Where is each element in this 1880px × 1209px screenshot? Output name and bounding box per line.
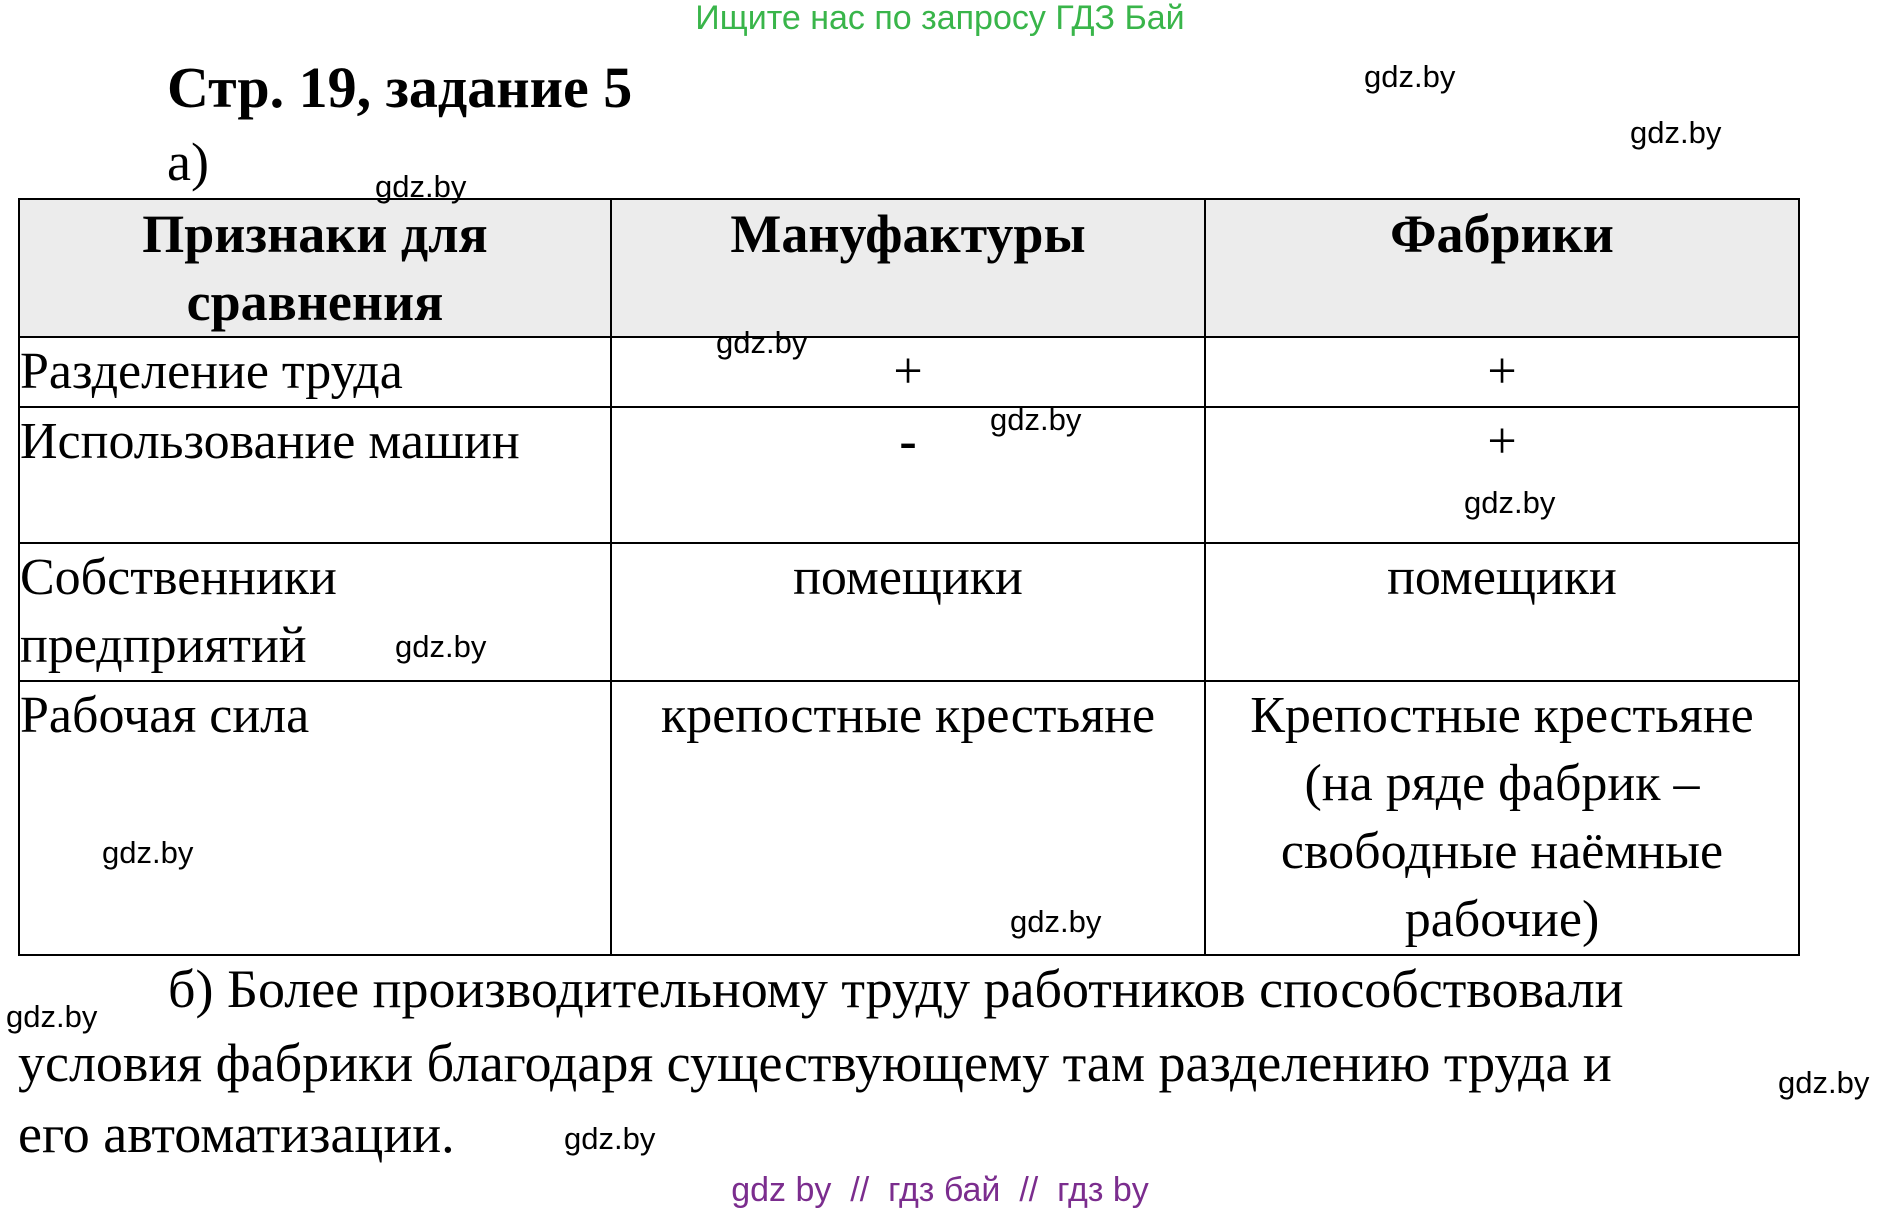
row-feature: Рабочая сила <box>19 681 611 955</box>
table-row <box>19 681 1799 955</box>
table-header-row <box>19 199 1799 337</box>
search-banner: Ищите нас по запросу ГДЗ Бай <box>695 0 1185 37</box>
watermark: gdz.by <box>375 169 467 204</box>
table-row <box>19 407 1799 543</box>
row-manufactory-value: - <box>611 407 1205 543</box>
watermark: gdz.by <box>990 402 1082 437</box>
table-row <box>19 337 1799 407</box>
row-feature: Собственники предприятий <box>19 543 611 681</box>
row-factory-value: + <box>1205 407 1799 543</box>
row-manufactory-value: крепостные крестьяне <box>611 681 1205 955</box>
watermark: gdz.by <box>1010 904 1102 939</box>
answer-b-line-2: условия фабрики благодаря существующему там разделению труда и <box>18 1033 1612 1093</box>
table-row <box>19 543 1799 681</box>
watermark: gdz.by <box>716 325 808 360</box>
watermark: gdz.by <box>1464 485 1556 520</box>
answer-b-line-3: его автоматизации. <box>18 1104 455 1164</box>
row-factory-value: помещики <box>1205 543 1799 681</box>
watermark: gdz.by <box>1778 1065 1870 1100</box>
row-feature: Использование машин <box>19 407 611 543</box>
row-factory-value: Крепостные крестьяне (на ряде фабрик – свободные наёмные рабочие) <box>1205 681 1799 955</box>
comparison-table <box>18 198 1800 956</box>
row-feature: Разделение труда <box>19 337 611 407</box>
watermark: gdz.by <box>395 629 487 664</box>
row-factory-value: + <box>1205 337 1799 407</box>
header-manufactory: Мануфактуры <box>611 199 1205 337</box>
row-manufactory-value: помещики <box>611 543 1205 681</box>
part-a-label: а) <box>167 132 209 192</box>
watermark: gdz.by <box>102 835 194 870</box>
row-manufactory-value: + <box>611 337 1205 407</box>
watermark: gdz.by <box>1630 115 1722 150</box>
page-title: Стр. 19, задание 5 <box>167 55 633 120</box>
footer-watermark: gdz by // гдз бай // гдз by <box>731 1171 1149 1209</box>
answer-b-line-1: б) Более производительному труду работников способствовали <box>168 959 1624 1019</box>
watermark: gdz.by <box>564 1121 656 1156</box>
header-criteria: Признаки для сравнения <box>19 199 611 337</box>
watermark: gdz.by <box>1364 59 1456 94</box>
header-factory: Фабрики <box>1205 199 1799 337</box>
watermark: gdz.by <box>6 999 98 1034</box>
